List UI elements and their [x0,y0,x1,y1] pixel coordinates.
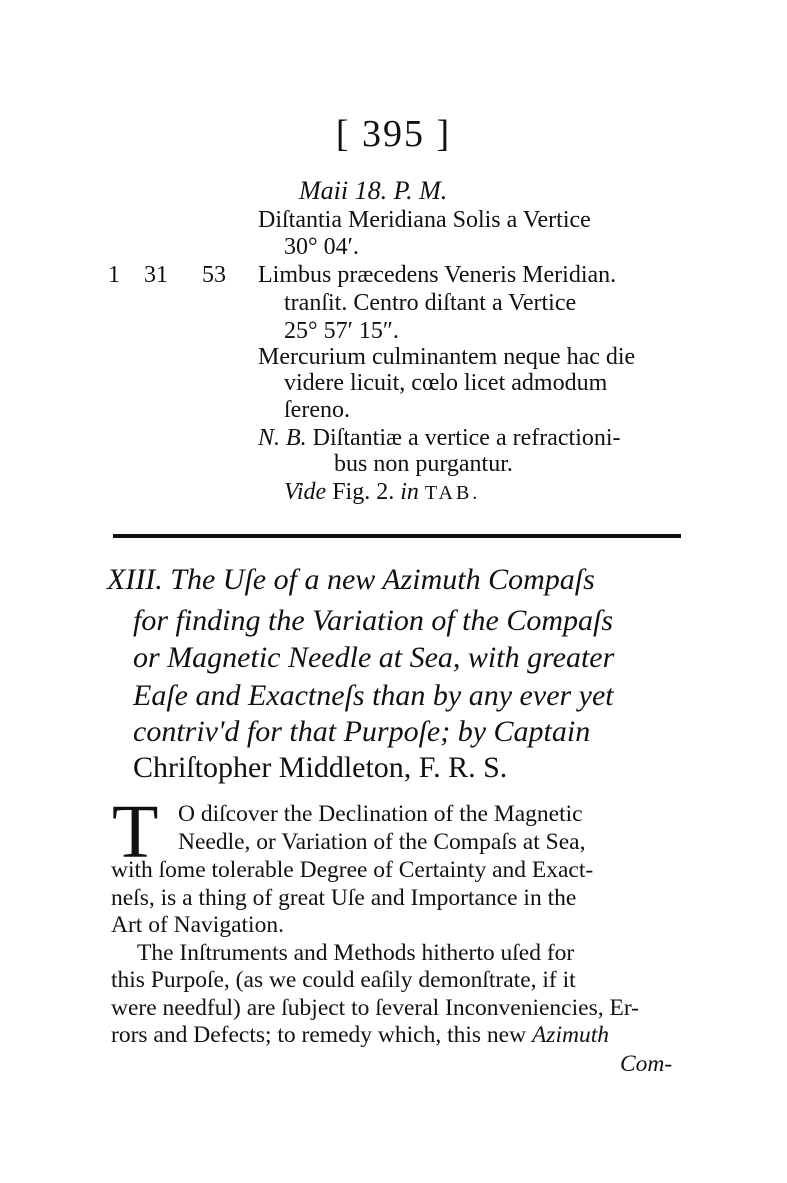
article-title-line-5: contriv'd for that Purpoſe; by Captain [133,715,591,748]
catchword-azimuth: Azimuth [531,1022,609,1048]
minute-value: 04′. [323,234,359,260]
body-line-1: O diſcover the Declination of the Magnetic [178,801,583,827]
page-number: [ 395 ] [335,113,452,155]
nota-bene-continuation: bus non purgantur. [334,451,513,477]
observation-line-4: tranſit. Centro diſtant a Vertice [284,290,577,316]
observation-time [108,262,226,289]
body-line-3: with ſome tolerable Degree of Certainty and Exact- [111,857,594,883]
article-title-line-4: Eaſe and Exactneſs than by any ever yet [133,679,614,712]
time-second: 53 [202,262,226,288]
observation-line-6: Mercurium culminantem neque hac die [258,344,636,370]
time-hour: 1 [108,262,120,288]
observation-line-8: ſereno. [284,397,350,423]
section-divider [113,534,681,538]
body-line-5: Art of Navigation. [111,912,284,938]
body-line-8: were needful) are ſubject to ſeveral Inconveniencies, Er- [111,995,640,1021]
observation-line-3: Limbus præcedens Veneris Meridian. [258,262,617,288]
article-title-line-2: for finding the Variation of the Compaſs [133,604,614,637]
observation-line-1: Diſtantia Meridiana Solis a Vertice [258,207,591,233]
article-title-line-1: XIII. The Uſe of a new Azimuth Compaſs [107,563,595,596]
nota-bene-text: Diſtantiæ a vertice a refractioni- [312,425,621,451]
observation-line-2 [284,234,359,260]
catchword: Com- [620,1051,673,1077]
drop-cap: T [112,790,159,874]
article-title-line-3: or Magnetic Needle at Sea, with greater [133,641,615,674]
body-line-9 [111,1021,609,1050]
vide-in: in [400,479,419,505]
observation-line-7: videre licuit, cœlo licet admodum [284,370,608,396]
figure-number: Fig. 2. [332,479,395,505]
nota-bene-label: N. B. [258,425,307,451]
body-line-9-text: rors and Defects; to remedy which, this new [111,1022,527,1048]
vide-label: Vide [284,479,327,505]
degree-value: 30° [284,234,318,260]
body-line-4: neſs, is a thing of great Uſe and Importance in the [111,885,577,911]
article-title-line-6: Chriſtopher Middleton, F. R. S. [133,751,508,784]
table-label: TAB. [424,482,481,504]
figure-reference [284,479,480,506]
nota-bene [258,425,621,451]
body-line-2: Needle, or Variation of the Compaſs at Sea, [178,829,586,855]
observation-date: Maii 18. P. M. [299,176,448,205]
body-line-7: this Purpoſe, (as we could eaſily demonſtrate, if it [111,967,576,993]
observation-line-5: 25° 57′ 15″. [284,318,399,344]
time-minute: 31 [144,262,168,288]
body-line-6: The Inſtruments and Methods hitherto uſed for [137,940,575,966]
